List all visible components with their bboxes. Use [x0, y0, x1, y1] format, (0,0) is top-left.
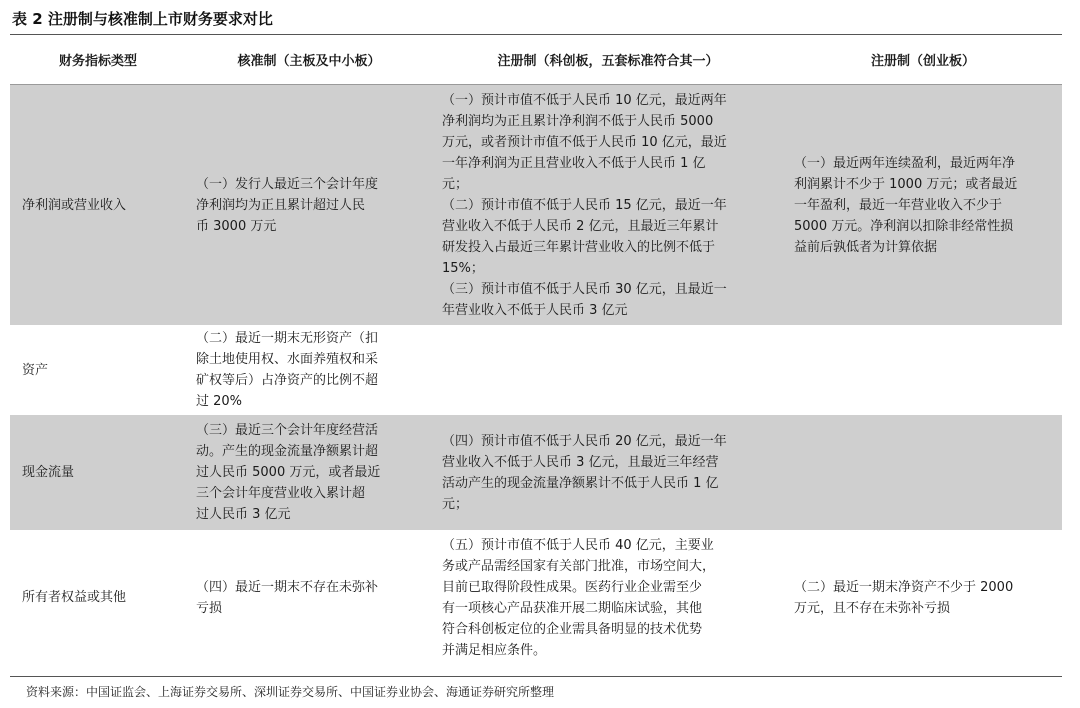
cell-approval: （二）最近一期末无形资产（扣 除土地使用权、水面养殖权和采 矿权等后）占净资产的比例不超 过 20% — [196, 331, 379, 409]
top-rule — [10, 34, 1062, 35]
table-row — [10, 530, 1062, 665]
cell-star-market — [432, 325, 784, 415]
table-row — [10, 85, 1062, 326]
header-star-market: 注册制（科创板，五套标准符合其一） — [432, 38, 784, 85]
cell-approval: （四）最近一期末不存在未弥补 亏损 — [196, 579, 379, 616]
cell-gem — [784, 325, 1062, 415]
header-category: 财务指标类型 — [10, 38, 186, 85]
cell-star-market: （五）预计市值不低于人民币 40 亿元，主要业 务或产品需经国家有关部门批准，市场空间大， 目前已取得阶段性成果。医药行业企业需至少 有一项核心产品获准开展二期临床试验，其他 符合科创板定位的企业需具备明显的技术优势 并满足相应条件。 — [442, 537, 716, 658]
table-row — [10, 325, 1062, 415]
header-approval: 核准制（主板及中小板） — [186, 38, 432, 85]
comparison-table — [10, 38, 1062, 665]
bottom-rule — [10, 676, 1062, 677]
table-row — [10, 415, 1062, 530]
cell-star-market: （四）预计市值不低于人民币 20 亿元，最近一年 营业收入不低于人民币 3 亿元，且最近三年经营 活动产生的现金流量净额累计不低于人民币 1 亿 元； — [432, 415, 784, 530]
header-gem: 注册制（创业板） — [784, 38, 1062, 85]
table-title: 表 2 注册制与核准制上市财务要求对比 — [12, 10, 273, 28]
cell-approval: （一）发行人最近三个会计年度 净利润均为正且累计超过人民 币 3000 万元 — [186, 85, 432, 326]
cell-approval: （三）最近三个会计年度经营活 动。产生的现金流量净额累计超 过人民币 5000 万元，或者最近 三个会计年度营业收入累计超 过人民币 3 亿元 — [186, 415, 432, 530]
table-header-row — [10, 38, 1062, 85]
cell-gem: （二）最近一期末净资产不少于 2000 万元，且不存在未弥补亏损 — [794, 579, 1014, 616]
cell-star-market: （一）预计市值不低于人民币 10 亿元，最近两年 净利润均为正且累计净利润不低于人民币 5000 万元，或者预计市值不低于人民币 10 亿元，最近 一年净利润为正且营业收入不低于人民币 1 亿 元； （二）预计市值不低于人民币 15 亿元，最近一年 营业收入不低于人民币 2 亿元，且最近三年累计 研发投入占最近三年累计营业收入的比例不低于 15%； （三）预计市值不低于人民币 30 亿元，且最近一 年营业收入不低于人民币 3 亿元 — [432, 85, 784, 326]
cell-gem — [784, 415, 1062, 530]
row-category: 净利润或营业收入 — [10, 85, 186, 326]
row-category: 所有者权益或其他 — [22, 590, 127, 605]
row-category: 资产 — [22, 362, 49, 378]
row-category: 现金流量 — [10, 415, 186, 530]
cell-gem: （一）最近两年连续盈利，最近两年净 利润累计不少于 1000 万元；或者最近 一年盈利，最近一年营业收入不少于 5000 万元。净利润以扣除非经常性损 益前后孰低者为计算依据 — [784, 85, 1062, 326]
source-note: 资料来源：中国证监会、上海证券交易所、深圳证券交易所、中国证券业协会、海通证券研究所整理 — [26, 685, 555, 699]
